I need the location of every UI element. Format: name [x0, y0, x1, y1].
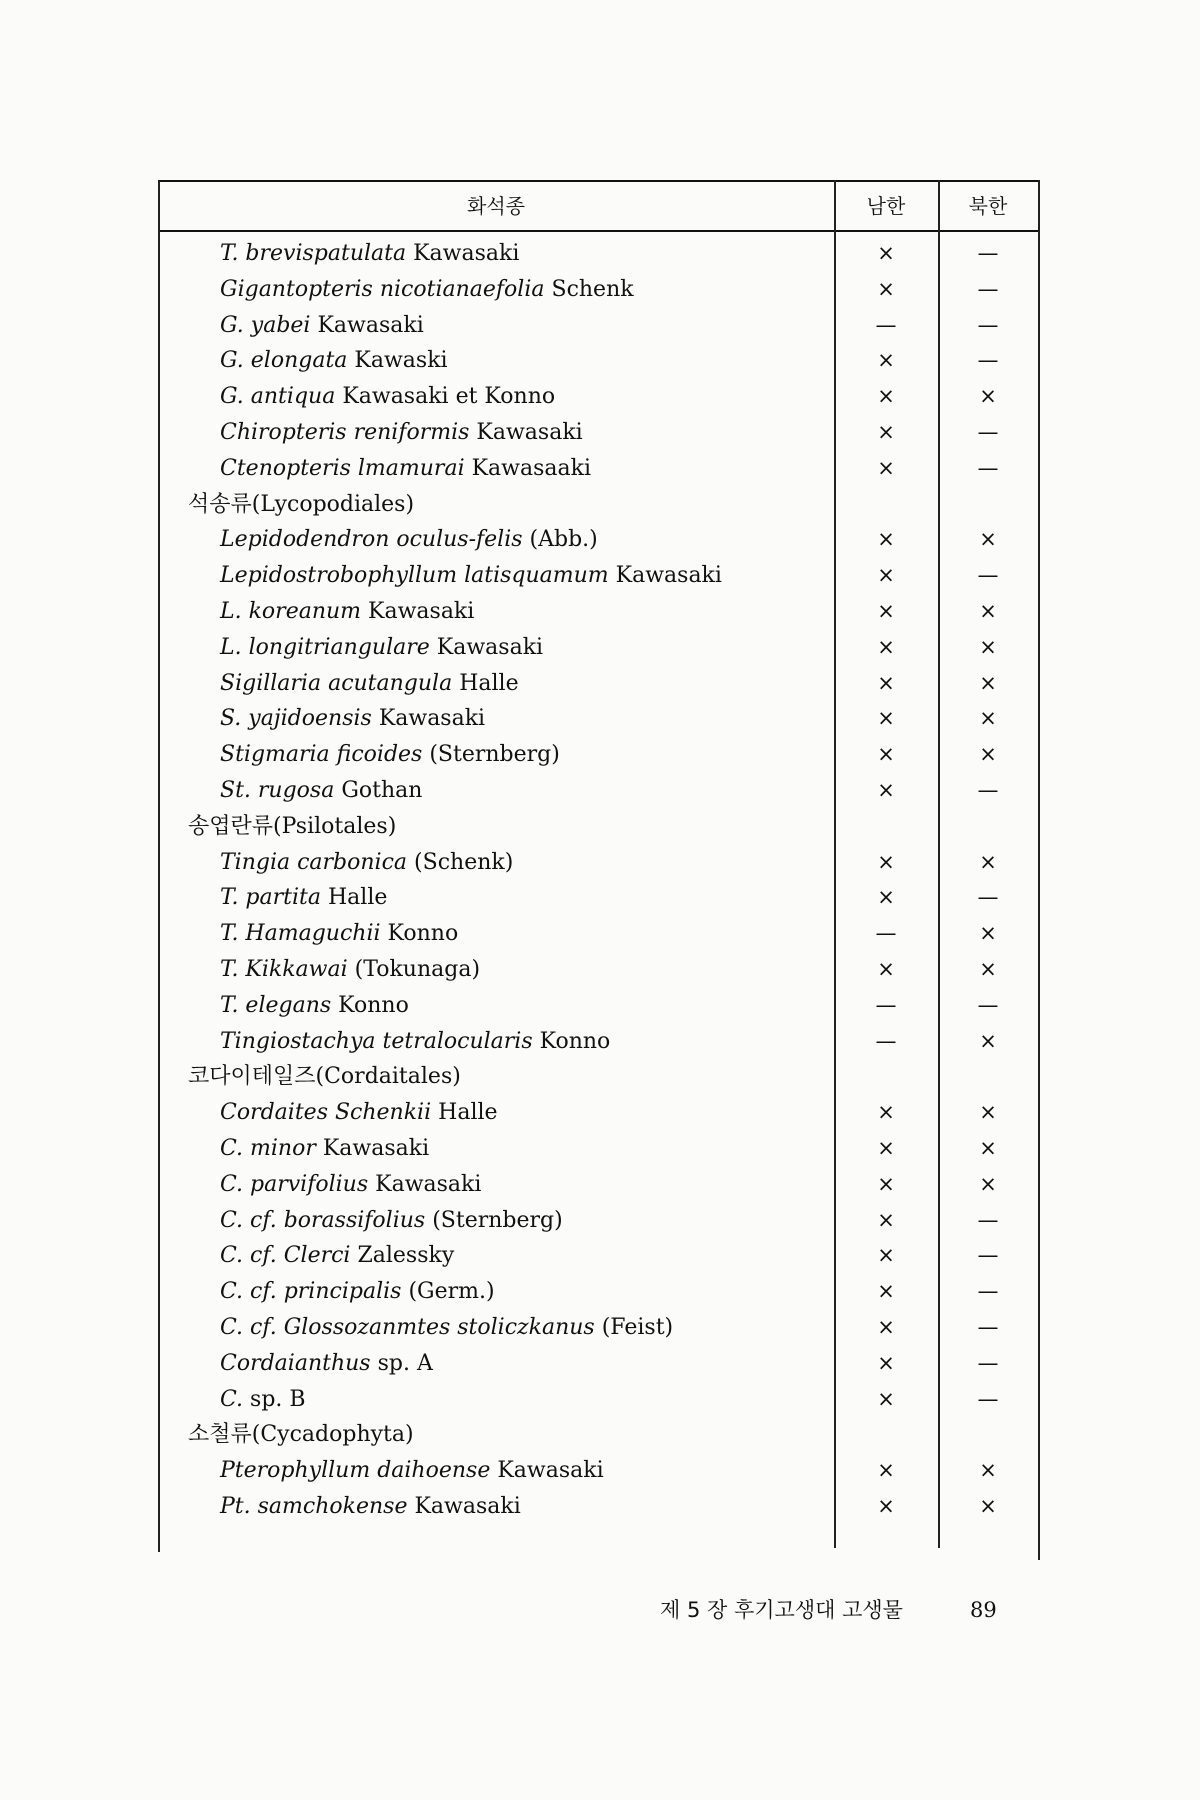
- species-name: [220, 272, 830, 308]
- species-binomial: C. cf. principalis: [220, 1279, 402, 1305]
- species-name: [220, 308, 830, 344]
- north-korea-mark: —: [977, 241, 999, 265]
- species-binomial: Lepidostrobophyllum latisquamum: [220, 563, 609, 589]
- north-korea-mark: —: [977, 1350, 999, 1375]
- species-author: Kawasaki: [368, 598, 475, 624]
- species-author: Kawasaki: [497, 1458, 604, 1484]
- species-binomial: T. elegans: [220, 992, 332, 1018]
- species-name: [220, 845, 830, 881]
- species-author: sp. A: [377, 1350, 433, 1376]
- species-author: Konno: [338, 992, 409, 1018]
- species-binomial: St. rugosa: [220, 777, 335, 803]
- north-korea-mark: ×: [979, 921, 997, 946]
- group-heading: [188, 487, 798, 523]
- species-author: sp. B: [250, 1386, 306, 1412]
- south-korea-mark: ×: [877, 1135, 895, 1160]
- species-author: Kawasaki: [413, 241, 520, 266]
- page-footer: [640, 1590, 1040, 1630]
- species-name: [220, 558, 830, 594]
- group-korean-label: 소철류: [188, 1422, 252, 1448]
- species-name: [220, 1167, 830, 1203]
- table-row: [158, 1238, 1040, 1274]
- south-korea-mark: ×: [877, 885, 895, 910]
- species-author: Halle: [327, 885, 388, 911]
- table-row: [158, 845, 1040, 881]
- species-author: Halle: [459, 670, 519, 696]
- species-binomial: T. brevispatulata: [220, 241, 407, 266]
- species-author: Kawasaaki: [471, 455, 591, 481]
- south-korea-mark: ×: [877, 419, 895, 444]
- table-row: [158, 666, 1040, 702]
- table-row: [158, 988, 1040, 1024]
- south-korea-mark: ×: [877, 1100, 895, 1125]
- species-binomial: C. cf. Glossozanmtes stoliczkanus: [220, 1314, 595, 1340]
- species-name: [220, 451, 830, 487]
- table-row: [158, 1489, 1040, 1525]
- north-korea-mark: —: [977, 1207, 999, 1232]
- north-korea-mark: —: [977, 563, 999, 588]
- table-row: [158, 522, 1040, 558]
- table-row: [158, 558, 1040, 594]
- species-name: [220, 236, 830, 272]
- species-name: [220, 737, 830, 773]
- south-korea-mark: ×: [877, 956, 895, 981]
- north-korea-mark: —: [977, 1314, 999, 1339]
- north-korea-mark: —: [977, 276, 999, 301]
- north-korea-mark: —: [977, 885, 999, 910]
- species-author: (Feist): [601, 1314, 674, 1340]
- group-heading-row: [158, 1417, 1040, 1453]
- species-binomial: Cordaites Schenkii: [220, 1100, 432, 1126]
- south-korea-mark: ×: [877, 1279, 895, 1304]
- species-binomial: Chiropteris reniformis: [220, 419, 470, 445]
- species-binomial: G. elongata: [220, 348, 348, 374]
- south-korea-mark: ×: [877, 706, 895, 731]
- species-author: Kawasaki: [615, 563, 722, 589]
- south-korea-mark: ×: [877, 1458, 895, 1483]
- group-korean-label: 송엽란류: [188, 813, 274, 839]
- south-korea-mark: ×: [877, 527, 895, 552]
- south-korea-mark: ×: [877, 1243, 895, 1268]
- species-name: [220, 594, 830, 630]
- species-author: Zalessky: [357, 1243, 455, 1269]
- species-binomial: Tingia carbonica: [220, 849, 408, 875]
- species-binomial: T. Kikkawai: [220, 956, 348, 982]
- north-korea-mark: ×: [979, 1028, 997, 1053]
- species-author: (Germ.): [408, 1279, 495, 1305]
- page-number: 89: [970, 1598, 997, 1622]
- south-korea-mark: ×: [877, 670, 895, 695]
- table-row: [158, 379, 1040, 415]
- south-korea-mark: ×: [877, 1386, 895, 1411]
- table-row: [158, 1024, 1040, 1060]
- species-name: [220, 1095, 830, 1131]
- species-name: [220, 343, 830, 379]
- species-author: Kawasaki: [436, 634, 544, 660]
- species-author: (Sternberg): [429, 742, 560, 768]
- north-korea-mark: ×: [979, 1458, 997, 1483]
- species-binomial: Stigmaria ficoides: [220, 742, 423, 768]
- species-author: (Abb.): [529, 527, 598, 553]
- south-korea-mark: —: [875, 312, 897, 337]
- south-korea-mark: ×: [877, 1207, 895, 1232]
- species-binomial: C.: [220, 1386, 244, 1412]
- species-binomial: Gigantopteris nicotianaefolia: [220, 276, 545, 302]
- species-author: Kawasaki: [322, 1135, 430, 1161]
- species-name: [220, 415, 830, 451]
- north-korea-mark: ×: [979, 1171, 997, 1196]
- species-binomial: T. Hamaguchii: [220, 921, 381, 947]
- south-korea-mark: ×: [877, 598, 895, 623]
- table-row: [158, 308, 1040, 344]
- table-row: [158, 1346, 1040, 1382]
- table-row: [158, 1167, 1040, 1203]
- species-author: Gothan: [341, 777, 423, 803]
- table-header-rule: [158, 230, 1040, 232]
- north-korea-mark: ×: [979, 1493, 997, 1518]
- table-row: [158, 880, 1040, 916]
- species-binomial: Cordaianthus: [220, 1350, 371, 1376]
- species-name: [220, 880, 830, 916]
- north-korea-mark: ×: [979, 384, 997, 409]
- species-author: Konno: [387, 921, 459, 947]
- table-row: [158, 1203, 1040, 1239]
- species-author: (Tokunaga): [354, 956, 481, 982]
- species-name: [220, 630, 830, 666]
- table-row: [158, 916, 1040, 952]
- species-name: [220, 952, 830, 988]
- south-korea-mark: ×: [877, 1314, 895, 1339]
- species-author: Kawasaki: [378, 706, 486, 732]
- north-korea-mark: ×: [979, 527, 997, 552]
- species-binomial: C. minor: [220, 1135, 316, 1161]
- species-name: [220, 1238, 830, 1274]
- species-name: [220, 1489, 830, 1525]
- north-korea-mark: —: [977, 419, 999, 444]
- species-author: (Schenk): [414, 849, 514, 875]
- north-korea-mark: —: [977, 312, 999, 337]
- species-name: [220, 988, 830, 1024]
- table-row: [158, 630, 1040, 666]
- south-korea-mark: ×: [877, 563, 895, 588]
- table-row: [158, 451, 1040, 487]
- south-korea-mark: —: [875, 992, 897, 1017]
- south-korea-mark: ×: [877, 241, 895, 265]
- north-korea-mark: —: [977, 1279, 999, 1304]
- species-author: Kawasaki: [375, 1171, 482, 1197]
- group-latin-label: (Cycadophyta): [251, 1422, 414, 1448]
- species-binomial: Pt. samchokense: [220, 1493, 408, 1519]
- species-binomial: Tingiostachya tetralocularis: [220, 1028, 533, 1054]
- species-binomial: Sigillaria acutangula: [220, 670, 453, 696]
- group-heading-row: [158, 487, 1040, 523]
- species-name: [220, 522, 830, 558]
- species-author: Halle: [438, 1100, 498, 1126]
- species-name: [220, 1382, 830, 1418]
- species-author: (Sternberg): [432, 1207, 563, 1233]
- species-name: [220, 379, 830, 415]
- table-row: [158, 1274, 1040, 1310]
- group-latin-label: (Lycopodiales): [251, 491, 415, 517]
- north-korea-mark: ×: [979, 849, 997, 874]
- species-binomial: C. parvifolius: [220, 1171, 369, 1197]
- species-name: [220, 1203, 830, 1239]
- table-row: [158, 594, 1040, 630]
- table-row: [158, 236, 1040, 272]
- south-korea-mark: ×: [877, 1493, 895, 1518]
- north-korea-mark: —: [977, 992, 999, 1017]
- north-korea-mark: ×: [979, 706, 997, 731]
- species-binomial: C. cf. Clerci: [220, 1243, 351, 1269]
- species-name: [220, 1274, 830, 1310]
- species-binomial: L. longitriangulare: [220, 634, 430, 660]
- north-korea-mark: ×: [979, 670, 997, 695]
- south-korea-mark: ×: [877, 384, 895, 409]
- species-binomial: G. yabei: [220, 312, 311, 338]
- species-binomial: S. yajidoensis: [220, 706, 372, 732]
- species-name: [220, 1131, 830, 1167]
- fossil-table: [158, 180, 1040, 1560]
- species-name: [220, 773, 830, 809]
- species-author: Kawaski: [354, 348, 448, 374]
- south-korea-mark: ×: [877, 777, 895, 802]
- table-row: [158, 701, 1040, 737]
- south-korea-mark: ×: [877, 276, 895, 301]
- species-author: Kawasaki: [476, 419, 583, 445]
- north-korea-mark: ×: [979, 634, 997, 659]
- north-korea-mark: ×: [979, 598, 997, 623]
- table-row: [158, 1310, 1040, 1346]
- north-korea-mark: —: [977, 348, 999, 373]
- species-name: [220, 701, 830, 737]
- south-korea-mark: ×: [877, 1171, 895, 1196]
- species-name: [220, 1024, 830, 1060]
- table-row: [158, 952, 1040, 988]
- species-name: [220, 1453, 830, 1489]
- species-author: Kawasaki et Konno: [342, 384, 556, 410]
- header-north-korea: 북한: [968, 194, 1008, 218]
- species-binomial: Lepidodendron oculus-felis: [220, 527, 523, 553]
- south-korea-mark: ×: [877, 1350, 895, 1375]
- species-author: Schenk: [551, 276, 634, 302]
- north-korea-mark: ×: [979, 1135, 997, 1160]
- table-row: [158, 737, 1040, 773]
- north-korea-mark: ×: [979, 1100, 997, 1125]
- species-author: Kawasaki: [414, 1493, 521, 1519]
- table-row: [158, 272, 1040, 308]
- species-binomial: C. cf. borassifolius: [220, 1207, 426, 1233]
- species-binomial: Ctenopteris lmamurai: [220, 455, 465, 481]
- species-name: [220, 1346, 830, 1382]
- species-binomial: L. koreanum: [220, 598, 362, 624]
- header-south-korea: 남한: [866, 194, 906, 218]
- north-korea-mark: ×: [979, 742, 997, 767]
- species-name: [220, 666, 830, 702]
- table-row: [158, 1382, 1040, 1418]
- species-name: [220, 1310, 830, 1346]
- north-korea-mark: ×: [979, 956, 997, 981]
- species-binomial: G. antiqua: [220, 384, 336, 410]
- south-korea-mark: ×: [877, 849, 895, 874]
- north-korea-mark: —: [977, 777, 999, 802]
- table-row: [158, 1453, 1040, 1489]
- group-heading: [188, 1059, 798, 1095]
- table-row: [158, 1131, 1040, 1167]
- group-heading-row: [158, 1059, 1040, 1095]
- group-heading: [188, 809, 798, 845]
- north-korea-mark: —: [977, 1243, 999, 1268]
- group-latin-label: (Cordaitales): [315, 1064, 461, 1090]
- table-row: [158, 773, 1040, 809]
- group-korean-label: 석송류: [188, 491, 252, 517]
- south-korea-mark: ×: [877, 455, 895, 480]
- group-heading-row: [158, 809, 1040, 845]
- south-korea-mark: ×: [877, 634, 895, 659]
- group-korean-label: 코다이테일즈: [188, 1064, 316, 1090]
- header-species: 화석종: [467, 194, 525, 218]
- table-row: [158, 343, 1040, 379]
- table-header: [158, 180, 1040, 230]
- species-name: [220, 916, 830, 952]
- table-row: [158, 1095, 1040, 1131]
- table-body: [158, 236, 1040, 1525]
- north-korea-mark: —: [977, 455, 999, 480]
- north-korea-mark: —: [977, 1386, 999, 1411]
- south-korea-mark: ×: [877, 742, 895, 767]
- species-author: Kawasaki: [317, 312, 424, 338]
- group-latin-label: (Psilotales): [273, 813, 397, 839]
- group-heading: [188, 1417, 798, 1453]
- south-korea-mark: —: [875, 921, 897, 946]
- south-korea-mark: —: [875, 1028, 897, 1053]
- south-korea-mark: ×: [877, 348, 895, 373]
- species-binomial: T. partita: [220, 885, 321, 911]
- species-author: Konno: [539, 1028, 611, 1054]
- species-binomial: Pterophyllum daihoense: [220, 1458, 491, 1484]
- chapter-title: 제 5 장 후기고생대 고생물: [660, 1598, 903, 1622]
- table-row: [158, 415, 1040, 451]
